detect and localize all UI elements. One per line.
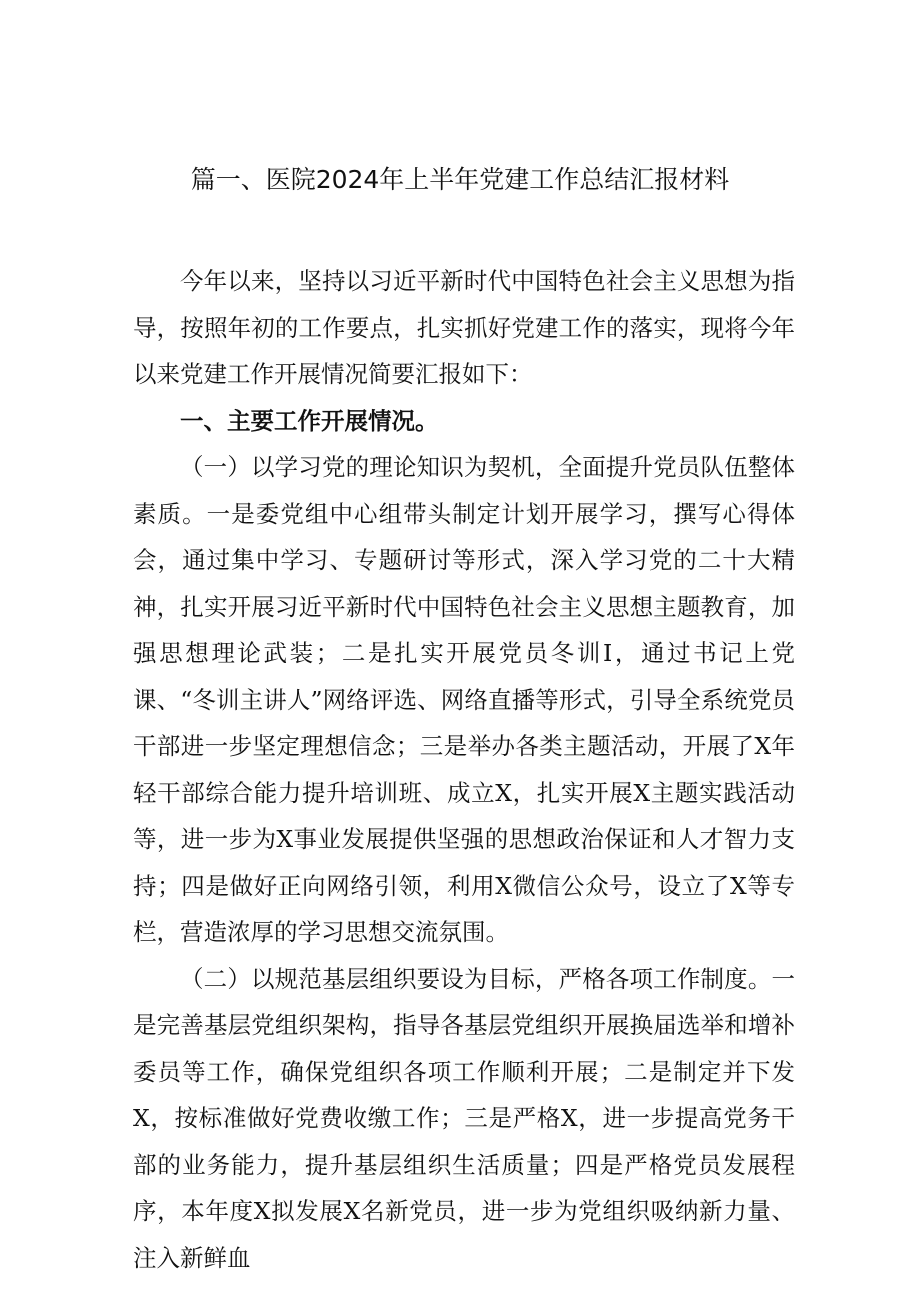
body-paragraph-2: （二）以规范基层组织要设为目标，严格各项工作制度。一是完善基层党组织架构，指导各基层党组织开展换届选举和增补委员等工作，确保党组织各项工作顺利开展；二是制定并下发X，按标准做好党费收缴工作；三是严格X，进一步提高党务干部的业务能力，提升基层组织生活质量；四是严格党员发展程序，本年度X拟发展X名新党员，进一步为党组织吸纳新力量、注入新鲜血 xyxy=(133,964,795,1272)
body-paragraph-1: （一）以学习党的理论知识为契机，全面提升党员队伍整体素质。一是委党组中心组带头制定计划开展学习，撰写心得体会，通过集中学习、专题研讨等形式，深入学习党的二十大精神，扎实开展习近平新时代中国特色社会主义思想主题教育，加强思想理论武装；二是扎实开展党员冬训I，通过书记上党课、“冬训主讲人”网络评选、网络直播等形式，引导全系统党员干部进一步坚定理想信念；三是举办各类主题活动，开展了X年轻干部综合能力提升培训班、成立X，扎实开展X主题实践活动等，进一步为X事业发展提供坚强的思想政治保证和人才智力支持；四是做好正向网络引领，利用X微信公众号，设立了X等专栏，营造浓厚的学习思想交流氛围。 xyxy=(133,453,795,946)
document-body xyxy=(133,258,795,1281)
document-title: 篇一、医院2024年上半年党建工作总结汇报材料 xyxy=(190,165,730,194)
intro-paragraph: 今年以来，坚持以习近平新时代中国特色社会主义思想为指导，按照年初的工作要点，扎实抓好党建工作的落实，现将今年以来党建工作开展情况简要汇报如下： xyxy=(133,267,795,388)
section-heading: 一、主要工作开展情况。 xyxy=(180,406,439,435)
